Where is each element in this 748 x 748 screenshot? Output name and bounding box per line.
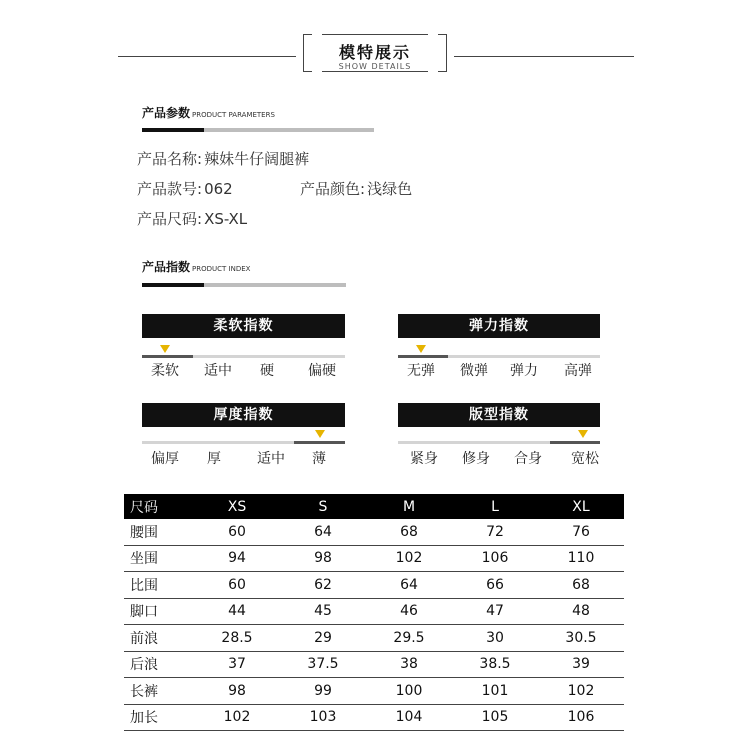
measure-label-cell: 腰围: [124, 519, 194, 545]
header-cell: L: [452, 494, 538, 519]
size-value-cell: 60: [194, 519, 280, 545]
measure-label-cell: 比围: [124, 572, 194, 599]
softness-option-0: 柔软: [151, 363, 179, 379]
product-color-label: 产品颜色:: [300, 180, 366, 198]
size-table: [124, 494, 624, 731]
thickness-option-1: 厚: [207, 451, 221, 467]
fit-option-1: 修身: [462, 451, 490, 467]
product-code-value: 062: [204, 180, 233, 198]
size-value-cell: 104: [366, 704, 452, 731]
size-value-cell: 76: [538, 519, 624, 545]
size-value-cell: 39: [538, 651, 624, 678]
size-value-cell: 101: [452, 678, 538, 705]
size-value-cell: 99: [280, 678, 366, 705]
size-value-cell: 66: [452, 572, 538, 599]
thickness-option-3: 薄: [312, 451, 326, 467]
thickness-index-title: 厚度指数: [142, 403, 345, 427]
softness-option-3: 偏硬: [308, 363, 336, 379]
size-value-cell: 105: [452, 704, 538, 731]
index-title-en: PRODUCT INDEX: [192, 265, 251, 273]
fit-indicator: [578, 430, 588, 438]
header-line-right: [454, 56, 634, 57]
table-row: [124, 678, 624, 705]
fit-option-2: 合身: [514, 451, 542, 467]
elasticity-indicator: [416, 345, 426, 353]
page-title: 模特展示: [338, 43, 411, 62]
fit-option-3: 宽松: [571, 451, 599, 467]
header-cell: S: [280, 494, 366, 519]
size-value-cell: 28.5: [194, 625, 280, 652]
header-cell: XS: [194, 494, 280, 519]
measure-label-cell: 后浪: [124, 651, 194, 678]
header-cell: XL: [538, 494, 624, 519]
params-section-title: [142, 104, 275, 121]
index-title-zh: 产品指数: [142, 260, 191, 274]
size-value-cell: 29.5: [366, 625, 452, 652]
size-value-cell: 102: [194, 704, 280, 731]
params-bar-accent: [142, 128, 204, 132]
size-value-cell: 100: [366, 678, 452, 705]
measure-label-cell: 加长: [124, 704, 194, 731]
size-value-cell: 46: [366, 598, 452, 625]
product-name-row: [137, 148, 309, 169]
product-color-value: 浅绿色: [367, 180, 413, 198]
size-value-cell: 102: [366, 545, 452, 572]
size-value-cell: 62: [280, 572, 366, 599]
fit-option-0: 紧身: [410, 451, 438, 467]
elasticity-option-2: 弹力: [510, 363, 538, 379]
size-value-cell: 64: [280, 519, 366, 545]
size-value-cell: 60: [194, 572, 280, 599]
size-value-cell: 98: [280, 545, 366, 572]
softness-option-1: 适中: [204, 363, 232, 379]
thickness-option-2: 适中: [257, 451, 285, 467]
softness-scale: [142, 355, 345, 358]
fit-index-title: 版型指数: [398, 403, 600, 427]
softness-index-title: 柔软指数: [142, 314, 345, 338]
index-bar: [204, 283, 346, 287]
softness-option-2: 硬: [260, 363, 274, 379]
size-value-cell: 106: [538, 704, 624, 731]
size-value-cell: 30.5: [538, 625, 624, 652]
thickness-scale: [142, 441, 345, 444]
product-size-row: [137, 208, 247, 229]
page-subtitle: SHOW DETAILS: [338, 62, 412, 71]
table-row: [124, 572, 624, 599]
params-bar: [204, 128, 374, 132]
size-value-cell: 68: [366, 519, 452, 545]
table-row: [124, 625, 624, 652]
index-bar-accent: [142, 283, 204, 287]
measure-label-cell: 脚口: [124, 598, 194, 625]
size-value-cell: 37: [194, 651, 280, 678]
index-section-title: [142, 258, 250, 275]
size-value-cell: 72: [452, 519, 538, 545]
table-row: [124, 704, 624, 731]
size-value-cell: 38: [366, 651, 452, 678]
header-line-left: [118, 56, 296, 57]
elasticity-option-1: 微弹: [460, 363, 488, 379]
size-value-cell: 98: [194, 678, 280, 705]
size-value-cell: 38.5: [452, 651, 538, 678]
size-value-cell: 45: [280, 598, 366, 625]
elasticity-option-3: 高弹: [564, 363, 592, 379]
elasticity-scale: [398, 355, 600, 358]
elasticity-index-title: 弹力指数: [398, 314, 600, 338]
size-value-cell: 106: [452, 545, 538, 572]
header-cell: M: [366, 494, 452, 519]
size-value-cell: 30: [452, 625, 538, 652]
thickness-indicator: [315, 430, 325, 438]
params-title-zh: 产品参数: [142, 106, 191, 120]
fit-scale: [398, 441, 600, 444]
softness-indicator: [160, 345, 170, 353]
product-name-value: 辣妹牛仔阔腿裤: [204, 150, 310, 168]
product-color-row: [300, 178, 412, 199]
product-code-label: 产品款号:: [137, 180, 203, 198]
thickness-option-0: 偏厚: [151, 451, 179, 467]
measure-label-cell: 坐围: [124, 545, 194, 572]
header-cell: 尺码: [124, 494, 194, 519]
table-row: [124, 519, 624, 545]
measure-label-cell: 前浪: [124, 625, 194, 652]
elasticity-option-0: 无弹: [407, 363, 435, 379]
size-value-cell: 48: [538, 598, 624, 625]
size-table-header: [124, 494, 624, 519]
size-value-cell: 110: [538, 545, 624, 572]
size-value-cell: 68: [538, 572, 624, 599]
size-value-cell: 103: [280, 704, 366, 731]
size-value-cell: 44: [194, 598, 280, 625]
table-row: [124, 545, 624, 572]
product-size-label: 产品尺码:: [137, 210, 203, 228]
size-value-cell: 29: [280, 625, 366, 652]
size-value-cell: 102: [538, 678, 624, 705]
product-name-label: 产品名称:: [137, 150, 203, 168]
table-row: [124, 651, 624, 678]
product-size-value: XS-XL: [204, 210, 248, 228]
size-value-cell: 64: [366, 572, 452, 599]
table-row: [124, 598, 624, 625]
size-value-cell: 37.5: [280, 651, 366, 678]
size-value-cell: 94: [194, 545, 280, 572]
product-code-row: [137, 178, 233, 199]
measure-label-cell: 长裤: [124, 678, 194, 705]
params-title-en: PRODUCT PARAMETERS: [192, 111, 275, 119]
size-value-cell: 47: [452, 598, 538, 625]
